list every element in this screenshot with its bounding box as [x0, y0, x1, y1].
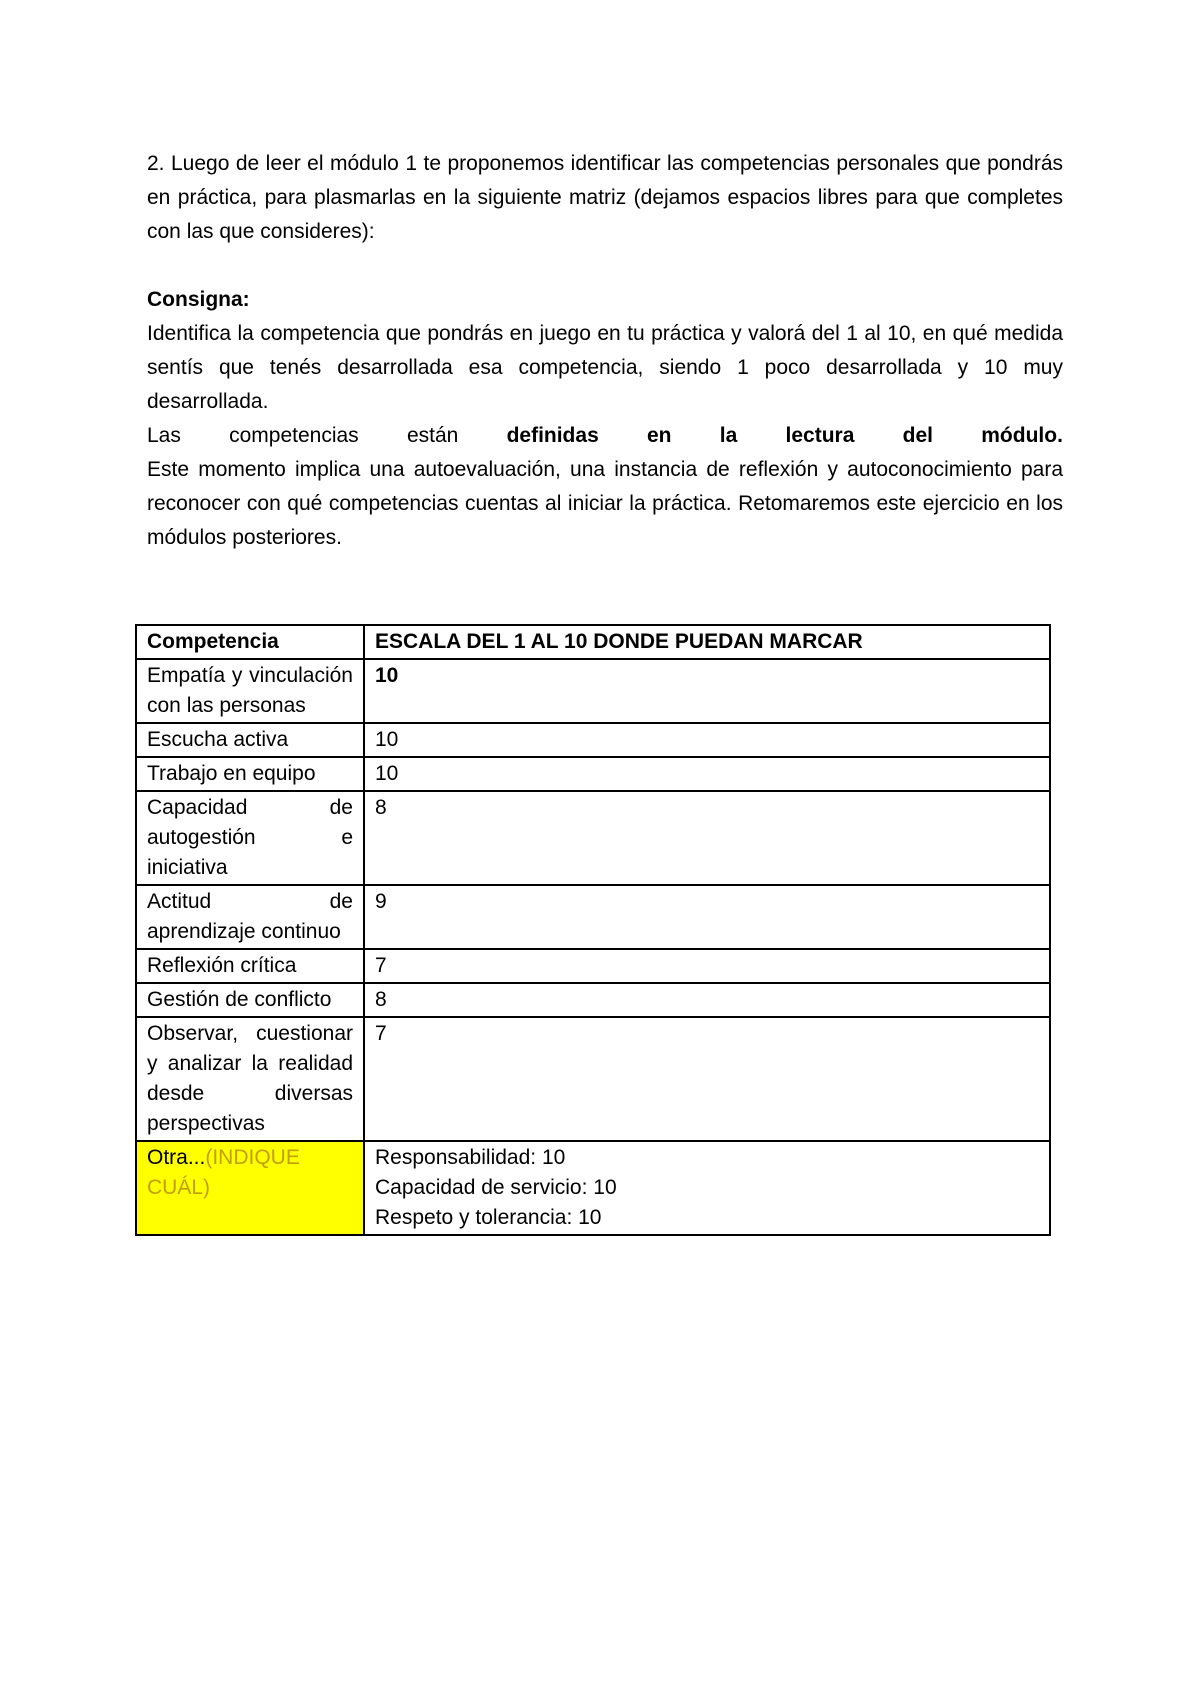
competencia-cell: Actitud de aprendizaje continuo [136, 885, 364, 949]
valor-cell[interactable]: 8 [364, 791, 1050, 885]
definidas-line [147, 419, 1063, 453]
word: en [647, 424, 672, 447]
word: lectura [785, 424, 855, 447]
otra-cell [136, 1141, 364, 1235]
indique-cual-label: (INDIQUE CUÁL) [147, 1146, 300, 1199]
valor-cell[interactable]: 8 [364, 983, 1050, 1017]
word: Las [147, 424, 181, 447]
competencia-cell: Reflexión crítica [136, 949, 364, 983]
competencia-cell: Empatía y vinculación con las personas [136, 659, 364, 723]
word: del [902, 424, 933, 447]
table-row [136, 885, 1050, 949]
table-row-otra [136, 1141, 1050, 1235]
table-row [136, 723, 1050, 757]
competencia-cell: Escucha activa [136, 723, 364, 757]
reflexion-paragraph: Este momento implica una autoevaluación, una instancia de reflexión y autoconocimiento para reconocer con qué competencias cuentas al iniciar la práctica. Retomaremos este ejercicio en los módulos posteriores. [147, 458, 1063, 549]
word: competencias [229, 424, 359, 447]
table-row [136, 757, 1050, 791]
table-row [136, 1017, 1050, 1141]
header-escala: ESCALA DEL 1 AL 10 DONDE PUEDAN MARCAR [364, 625, 1050, 659]
table-row [136, 983, 1050, 1017]
otra-values-cell[interactable] [364, 1141, 1050, 1235]
word: definidas [506, 424, 599, 447]
header-competencia: Competencia [136, 625, 364, 659]
otra-value: Capacidad de servicio: 10 [375, 1176, 617, 1199]
table-row [136, 659, 1050, 723]
competencia-cell: Trabajo en equipo [136, 757, 364, 791]
valor-cell[interactable]: 10 [364, 757, 1050, 791]
table-row [136, 949, 1050, 983]
competencia-cell: Observar, cuestionar y analizar la realidad desde diversas perspectivas [136, 1017, 364, 1141]
competencias-table [135, 624, 1051, 1236]
table-header-row [136, 625, 1050, 659]
consigna-heading: Consigna: [147, 288, 250, 311]
competencia-cell: Capacidad de autogestión e iniciativa [136, 791, 364, 885]
valor-cell[interactable]: 7 [364, 949, 1050, 983]
otra-value: Respeto y tolerancia: 10 [375, 1206, 602, 1229]
otra-label: Otra... [147, 1146, 206, 1169]
valor-cell[interactable]: 10 [364, 723, 1050, 757]
intro-paragraph: 2. Luego de leer el módulo 1 te proponemos identificar las competencias personales que pondrás en práctica, para plasmarlas en la siguiente matriz (dejamos espacios libres para que completes con las que consideres): [147, 152, 1063, 243]
instructions [147, 147, 1063, 555]
valor-cell[interactable]: 9 [364, 885, 1050, 949]
valor-cell[interactable]: 10 [364, 659, 1050, 723]
word: la [719, 424, 738, 447]
word: están [406, 424, 459, 447]
table-row [136, 791, 1050, 885]
word: módulo. [981, 424, 1063, 447]
consigna-text: Identifica la competencia que pondrás en juego en tu práctica y valorá del 1 al 10, en qué medida sentís que tenés desarrollada esa competencia, siendo 1 poco desarrollada y 10 muy desarrollada. [147, 322, 1063, 413]
competencia-cell: Gestión de conflicto [136, 983, 364, 1017]
otra-value: Responsabilidad: 10 [375, 1146, 566, 1169]
valor-cell[interactable]: 7 [364, 1017, 1050, 1141]
